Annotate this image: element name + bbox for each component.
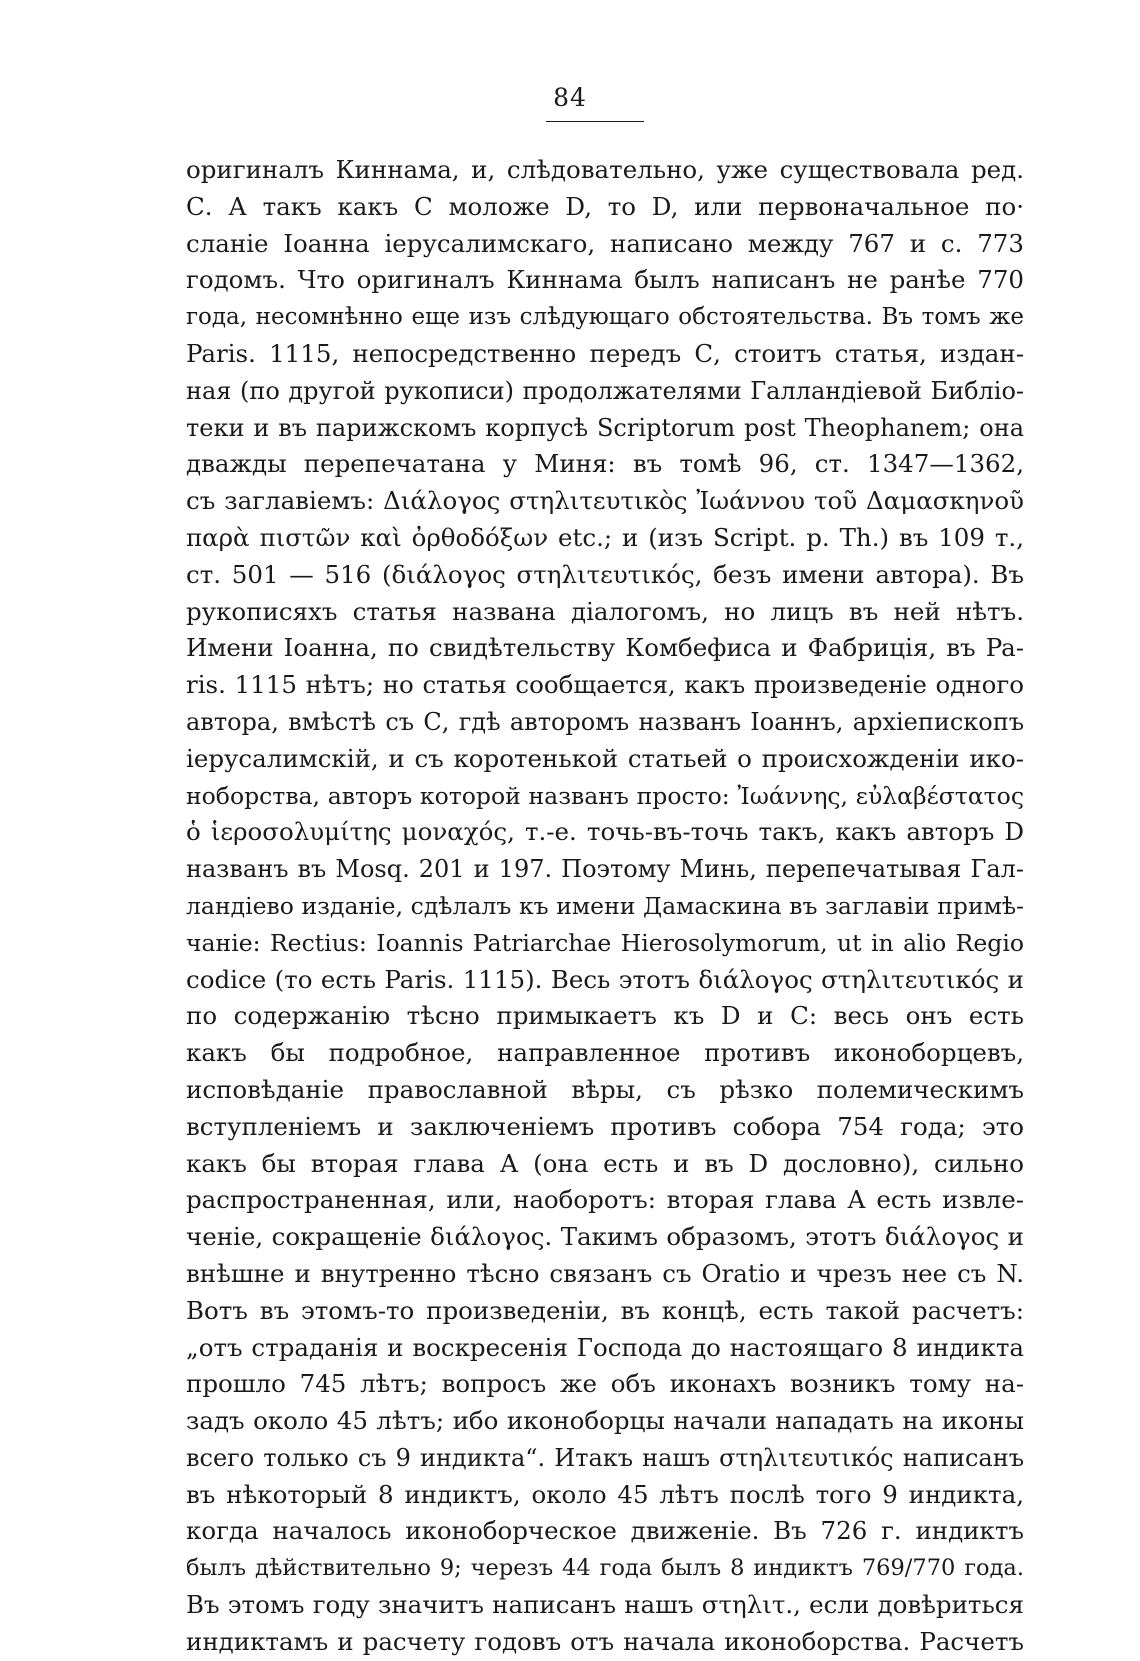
- text-line: Вотъ въ этомъ-то произведеніи, въ концѣ, есть такой расчетъ:: [186, 1295, 1024, 1325]
- text-line: чаніе: Rectius: Ioannis Patriarchae Hierosolymorum, ut in alio Regio: [186, 928, 1024, 957]
- text-line: распространенная, или, наоборотъ: вторая глава А есть извле-: [186, 1185, 1024, 1215]
- text-line: прошло 745 лѣтъ; вопросъ же объ иконахъ возникъ тому на-: [186, 1369, 1024, 1399]
- text-line: задъ около 45 лѣтъ; ибо иконоборцы начали нападать на иконы: [186, 1406, 1024, 1436]
- text-line: ὁ ἱεροσολυμίτης μοναχός, т.-е. точь-въ-точь такъ, какъ авторъ D: [186, 817, 1024, 847]
- text-line: ная (по другой рукописи) продолжателями Галландіевой Библіо-: [186, 376, 1024, 405]
- page-number-rule: [546, 121, 644, 122]
- text-line: codice (то есть Paris. 1115). Весь этотъ διάλογος στηλιτευτικός и: [186, 964, 1024, 994]
- text-line: какъ бы вторая глава А (она есть и въ D дословно), сильно: [186, 1148, 1024, 1178]
- text-line: рукописяхъ статья названа діалогомъ, но лицъ въ ней нѣтъ.: [186, 596, 1024, 626]
- text-line: названъ въ Mosq. 201 и 197. Поэтому Минь, перепечатывая Гал-: [186, 855, 1024, 884]
- page-number: 84: [553, 83, 587, 112]
- text-line: Имени Іоанна, по свидѣтельству Комбефиса и Фабриція, въ Pa-: [186, 633, 1024, 663]
- text-line: дважды перепечатана у Миня: въ томѣ 96, ст. 1347—1362,: [186, 449, 1024, 479]
- text-line: съ заглавіемъ: Διάλογος στηλιτευτικὸς Ἰωάννου τοῦ Δαμασκηνοῦ: [186, 486, 1024, 516]
- text-line: годомъ. Что оригиналъ Киннама былъ написанъ не ранѣе 770: [186, 265, 1024, 295]
- text-line: исповѣданіе православной вѣры, съ рѣзко полемическимъ: [186, 1074, 1024, 1104]
- text-line: автора, вмѣстѣ съ С, гдѣ авторомъ названъ Іоаннъ, архіепископъ: [186, 707, 1024, 736]
- text-line: когда началось иконоборческое движеніе. Въ 726 г. индиктъ: [186, 1516, 1024, 1546]
- text-line: индиктамъ и расчету годовъ отъ начала иконоборства. Расчетъ: [186, 1626, 1024, 1656]
- text-line: іерусалимскій, и съ коротенькой статьей о происхожденіи ико-: [186, 743, 1024, 773]
- text-line: С. А такъ какъ С моложе D, то D, или первоначальное по·: [186, 191, 1024, 221]
- text-line: ст. 501 — 516 (διάλογος στηλιτευτικός, безъ имени автора). Въ: [186, 559, 1024, 589]
- text-line: сланіе Іоанна іерусалимскаго, написано между 767 и с. 773: [186, 228, 1024, 258]
- text-line: года, несомнѣнно еще изъ слѣдующаго обстоятельства. Въ томъ же: [186, 304, 1024, 331]
- text-line: теки и въ парижскомъ корпусѣ Scriptorum post Theophanem; она: [186, 413, 1024, 442]
- text-line: какъ бы подробное, направленное противъ иконоборцевъ,: [186, 1038, 1024, 1068]
- text-line: Paris. 1115, непосредственно передъ С, стоитъ статья, издан-: [186, 338, 1024, 368]
- text-line: ноборства, авторъ которой названъ просто: Ἰωάννης, εὐλαβέστατος: [186, 781, 1024, 810]
- text-line: „отъ страданія и воскресенія Господа до настоящаго 8 индикта: [186, 1332, 1024, 1362]
- text-line: въ нѣкоторый 8 индиктъ, около 45 лѣтъ послѣ того 9 индикта,: [186, 1479, 1024, 1509]
- text-line: по содержанію тѣсно примыкаетъ къ D и С: весь онъ есть: [186, 1001, 1024, 1031]
- text-line: внѣшне и внутренно тѣсно связанъ съ Oratio и чрезъ нее съ N.: [186, 1258, 1024, 1288]
- text-line: былъ дѣйствительно 9; черезъ 44 года былъ 8 индиктъ 769/770 года.: [186, 1555, 1024, 1582]
- text-line: вступленіемъ и заключеніемъ противъ собора 754 года; это: [186, 1111, 1024, 1141]
- text-line: всего только съ 9 индикта“. Итакъ нашъ στηλιτευτικός написанъ: [186, 1443, 1024, 1472]
- text-line: Въ этомъ году значитъ написанъ нашъ στηλιτ., если довѣриться: [186, 1590, 1024, 1620]
- body-text: [186, 152, 1024, 1661]
- text-line: ландіево изданіе, сдѣлалъ къ имени Дамаскина въ заглавіи примѣ-: [186, 891, 1024, 920]
- text-line: ris. 1115 нѣтъ; но статья сообщается, какъ произведеніе одного: [186, 670, 1024, 700]
- text-line: ченіе, сокращеніе διάλογος. Такимъ образомъ, этотъ διάλογος и: [186, 1222, 1024, 1252]
- text-line: παρὰ πιστῶν καὶ ὀρθοδόξων etc.; и (изъ Script. p. Th.) въ 109 т.,: [186, 522, 1024, 552]
- text-line: оригиналъ Киннама, и, слѣдовательно, уже существовала ред.: [186, 155, 1024, 184]
